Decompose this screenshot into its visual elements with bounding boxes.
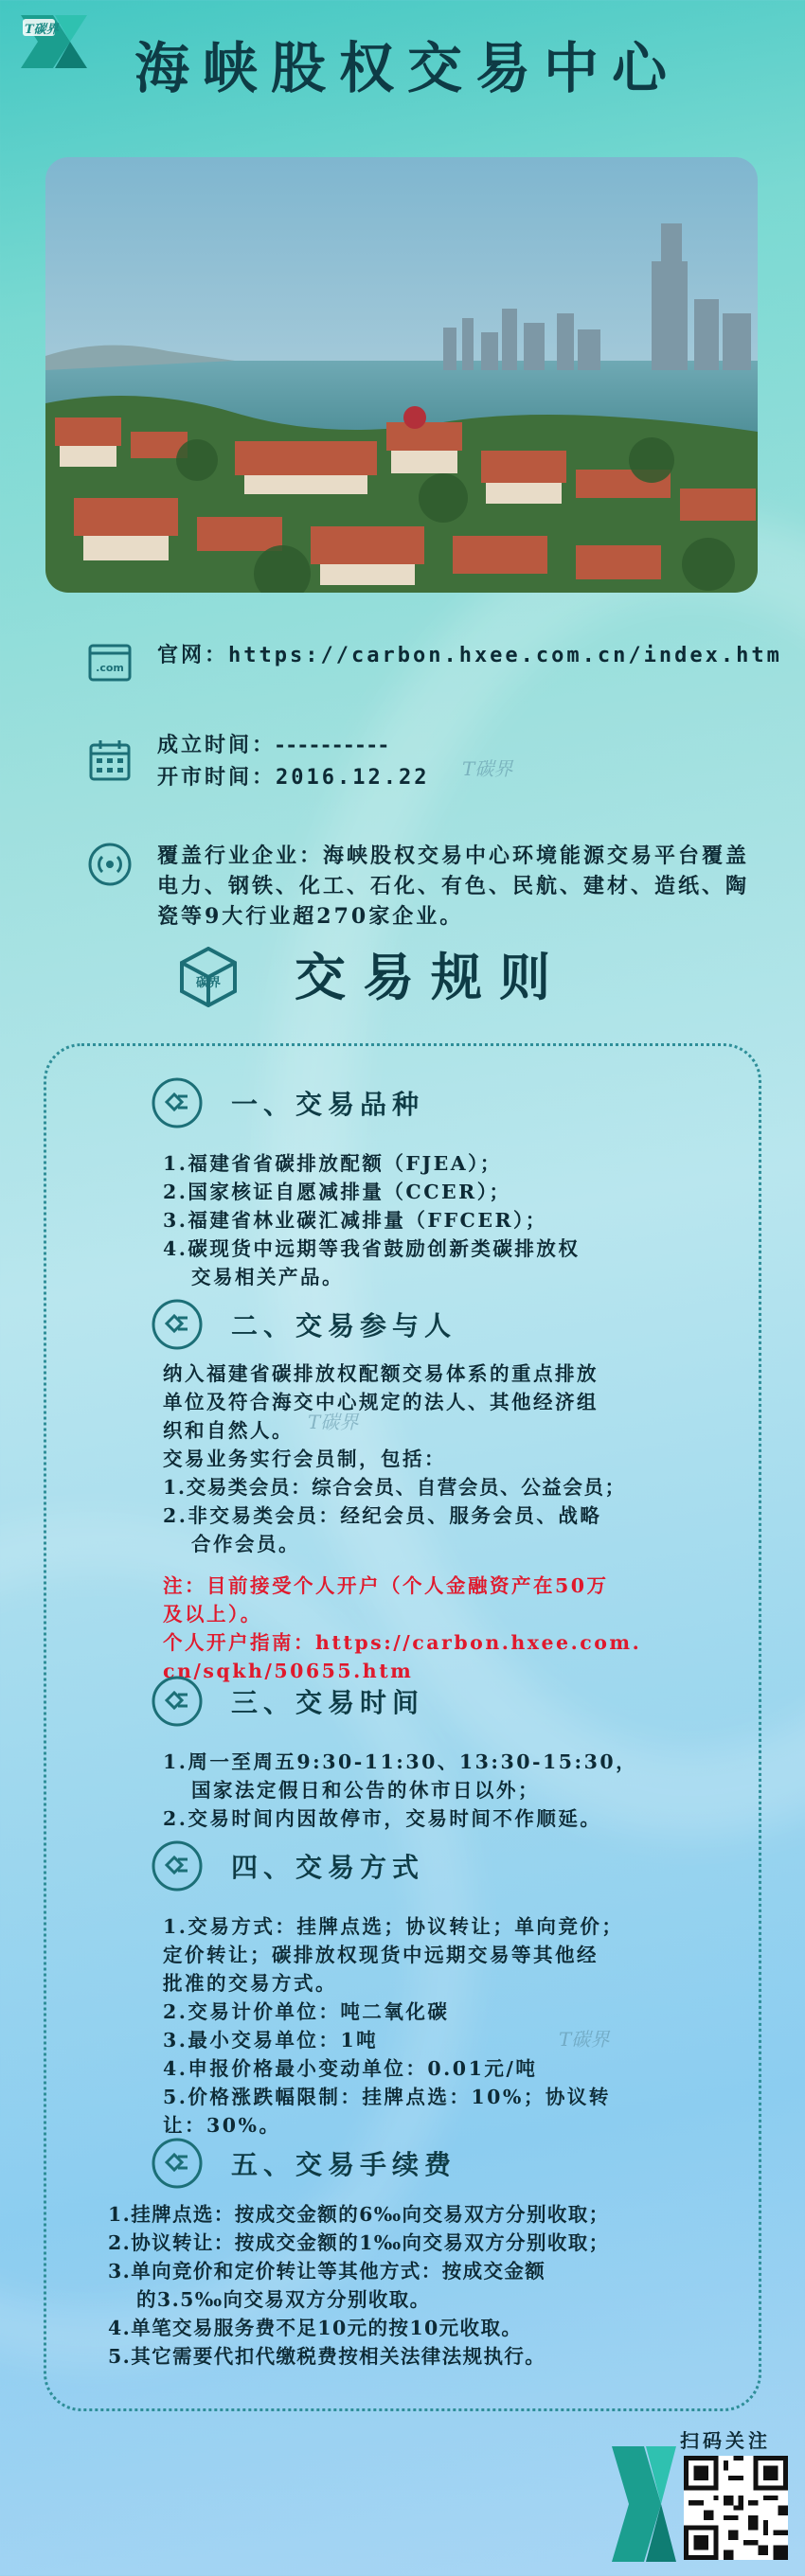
dates-row <box>87 729 429 794</box>
section-2-header <box>150 1297 456 1352</box>
section-5-line: 的3.5‰向交易双方分别收取。 <box>136 2288 431 2311</box>
section-2-line: 交易业务实行会员制，包括： <box>163 1448 446 1470</box>
rules-title: 交易规则 <box>295 947 567 1007</box>
section-5-body <box>108 2200 752 2371</box>
coverage-text: 覆盖行业企业：海峡股权交易中心环境能源交易平台覆盖电力、钢铁、化工、石化、有色、民航、建材、造纸、陶瓷等9大行业超270家企业。 <box>157 844 750 929</box>
section-1-line: 2.国家核证自愿减排量（CCER）； <box>163 1181 511 1203</box>
section-4-title: 四、交易方式 <box>231 1852 425 1883</box>
section-4-line: 批准的交易方式。 <box>163 1972 337 1995</box>
section-4-line: 4.申报价格最小变动单位：0.01元/吨 <box>163 2057 538 2080</box>
listing-label: 开市时间： <box>157 765 277 790</box>
section-2-note-link[interactable]: 个人开户指南：https://carbon.hxee.com. <box>163 1631 642 1654</box>
exchange-arrows-icon <box>150 1075 205 1130</box>
section-5-title: 五、交易手续费 <box>231 2149 457 2180</box>
section-3-line: 2.交易时间内因故停市，交易时间不作顺延。 <box>163 1807 602 1830</box>
section-3-title: 三、交易时间 <box>231 1687 425 1718</box>
qr-label: 扫码关注 <box>680 2429 771 2452</box>
section-2-note: 及以上）。 <box>163 1603 262 1626</box>
hero-photo-city-coast <box>45 157 758 593</box>
section-4-line: 2.交易计价单位：吨二氧化碳 <box>163 2000 450 2023</box>
listing-value: 2016.12.22 <box>276 766 430 790</box>
section-5-header <box>150 2136 456 2191</box>
section-3-body <box>163 1748 750 1833</box>
section-2-note-link[interactable]: cn/sqkh/50655.htm <box>163 1660 414 1682</box>
section-2-body <box>163 1359 769 1685</box>
section-2-line: 织和自然人。 <box>163 1419 294 1442</box>
brand-logo <box>17 13 93 70</box>
svg-text:.com: .com <box>96 662 124 674</box>
qr-code[interactable] <box>684 2456 788 2560</box>
section-2-line: 合作会员。 <box>191 1533 300 1555</box>
section-1-header <box>150 1075 424 1130</box>
exchange-arrows-icon <box>150 1297 205 1352</box>
section-1-body <box>163 1149 750 1291</box>
section-4-line: 3.最小交易单位：1吨 <box>163 2029 379 2052</box>
section-2-line: 纳入福建省碳排放权配额交易体系的重点排放 <box>163 1362 599 1385</box>
section-5-line: 5.其它需要代扣代缴税费按相关法律法规执行。 <box>108 2345 546 2368</box>
footer-logo-icon <box>606 2443 682 2566</box>
section-1-line: 4.碳现货中远期等我省鼓励创新类碳排放权 <box>163 1237 581 1260</box>
page-title: 海峡股权交易中心 <box>134 36 680 100</box>
section-3-line: 1.周一至周五9:30-11:30、13:30-15:30， <box>163 1750 638 1773</box>
section-1-line: 3.福建省林业碳汇减排量（FFCER）； <box>163 1209 547 1232</box>
founded-value: ---------- <box>276 733 391 757</box>
section-4-line: 1.交易方式：挂牌点选；协议转让；单向竞价； <box>163 1915 624 1938</box>
website-label: 官网： <box>157 644 229 667</box>
founded-label: 成立时间： <box>157 733 277 757</box>
coverage-row <box>87 841 750 932</box>
section-4-line: 让：30%。 <box>163 2114 281 2137</box>
section-2-note: 注：目前接受个人开户（个人金融资产在50万 <box>163 1574 609 1597</box>
section-2-line: 1.交易类会员：综合会员、自营会员、公益会员； <box>163 1476 626 1499</box>
web-dotcom-icon <box>87 640 133 685</box>
exchange-arrows-icon <box>150 1674 205 1729</box>
section-4-header <box>150 1839 424 1893</box>
watermark-logo: T碳界 <box>308 1411 359 1433</box>
svg-text:碳界: 碳界 <box>195 976 222 990</box>
section-5-line: 2.协议转让：按成交金额的1‰向交易双方分别收取； <box>108 2231 610 2254</box>
section-1-title: 一、交易品种 <box>231 1089 425 1120</box>
signal-broadcast-icon <box>87 841 133 888</box>
section-4-body <box>163 1912 750 2140</box>
section-3-line: 国家法定假日和公告的休市日以外； <box>191 1779 540 1802</box>
watermark-logo: T碳界 <box>559 2028 610 2051</box>
section-2-line: 单位及符合海交中心规定的法人、其他经济组 <box>163 1391 599 1413</box>
website-link[interactable]: https://carbon.hxee.com.cn/index.htm <box>228 644 782 667</box>
brand-logo-text: T碳界 <box>25 23 59 37</box>
section-3-header <box>150 1674 424 1729</box>
section-2-title: 二、交易参与人 <box>231 1310 457 1341</box>
calendar-icon <box>87 733 133 788</box>
section-1-line: 1.福建省省碳排放配额（FJEA）； <box>163 1152 502 1175</box>
section-5-line: 1.挂牌点选：按成交金额的6‰向交易双方分别收取； <box>108 2203 610 2226</box>
section-5-line: 4.单笔交易服务费不足10元的按10元收取。 <box>108 2317 523 2339</box>
watermark-logo: T碳界 <box>462 757 513 780</box>
exchange-arrows-icon <box>150 2136 205 2191</box>
section-5-line: 3.单向竞价和定价转让等其他方式：按成交金额 <box>108 2260 546 2283</box>
website-row <box>87 640 782 685</box>
section-1-line: 交易相关产品。 <box>191 1266 344 1288</box>
exchange-arrows-icon <box>150 1839 205 1893</box>
section-2-line: 2.非交易类会员：经纪会员、服务会员、战略 <box>163 1504 602 1527</box>
section-4-line: 定价转让；碳排放权现货中远期交易等其他经 <box>163 1944 599 1966</box>
section-4-line: 5.价格涨跌幅限制：挂牌点选：10%；协议转 <box>163 2086 611 2108</box>
